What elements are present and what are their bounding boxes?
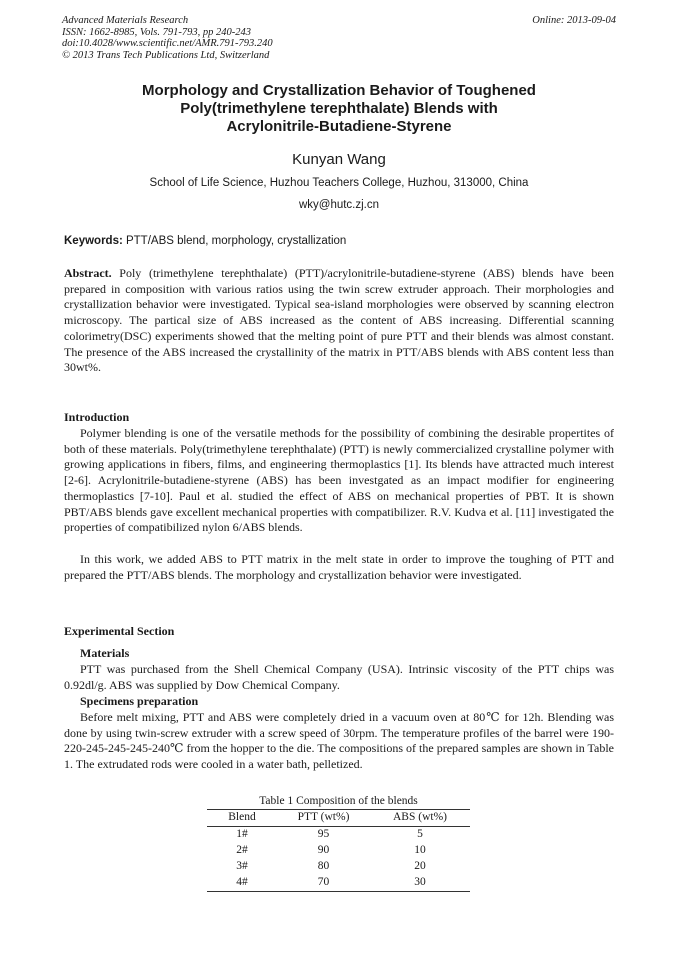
composition-table bbox=[207, 794, 470, 892]
table bbox=[207, 809, 470, 892]
column-header-abs: ABS (wt%) bbox=[370, 810, 470, 827]
table-header-row bbox=[207, 810, 470, 827]
author-name: Kunyan Wang bbox=[292, 151, 386, 168]
column-header-blend: Blend bbox=[207, 810, 277, 827]
table-row bbox=[207, 875, 470, 892]
journal-doi: doi:10.4028/www.scientific.net/AMR.791-793.240 bbox=[62, 38, 273, 49]
abstract bbox=[64, 266, 614, 376]
online-date: Online: 2013-09-04 bbox=[532, 15, 616, 26]
title-line: Acrylonitrile-Butadiene-Styrene bbox=[226, 118, 452, 135]
journal-issn: ISSN: 1662-8985, Vols. 791-793, pp 240-243 bbox=[62, 26, 251, 38]
table-caption: Table 1 Composition of the blends bbox=[259, 795, 418, 807]
materials-heading: Materials bbox=[80, 646, 130, 660]
introduction-heading: Introduction bbox=[64, 410, 130, 424]
table-cell: 30 bbox=[414, 876, 426, 889]
table-row bbox=[207, 843, 470, 859]
abstract-label: Abstract. bbox=[64, 266, 112, 280]
table-cell: 3# bbox=[236, 860, 248, 873]
journal-header bbox=[62, 15, 273, 61]
keywords-label: Keywords: bbox=[64, 235, 123, 247]
author-email: wky@hutc.zj.cn bbox=[298, 199, 380, 211]
table-cell: 2# bbox=[236, 844, 248, 857]
table-cell: 5 bbox=[417, 828, 423, 841]
author-affiliation: School of Life Science, Huzhou Teachers College, Huzhou, 313000, China bbox=[149, 177, 529, 189]
table-cell: 4# bbox=[236, 876, 248, 889]
specimens-heading: Specimens preparation bbox=[80, 694, 199, 708]
column-header-ptt: PTT (wt%) bbox=[277, 810, 370, 827]
title-line: Morphology and Crystallization Behavior of Toughened bbox=[142, 82, 536, 99]
specimens-paragraph: Before melt mixing, PTT and ABS were completely dried in a vacuum oven at 80℃ for 12h. Blending was done by using twin-screw extruder with a screw speed of 30rpm. The temperature profiles of the barrel were 190-220-245-245-245-240℃ from the hopper to the die. The compositions of the prepared samples are shown in Table 1. The extrudated rods were cooled in a water bath, pelletized. bbox=[64, 710, 614, 772]
journal-copyright: © 2013 Trans Tech Publications Ltd, Switzerland bbox=[62, 49, 270, 61]
table-cell: 10 bbox=[414, 844, 426, 857]
table-row bbox=[207, 827, 470, 844]
table-cell: 90 bbox=[317, 844, 330, 857]
table-cell: 80 bbox=[317, 860, 330, 873]
table-cell: 1# bbox=[236, 828, 248, 841]
experimental-heading: Experimental Section bbox=[64, 624, 175, 638]
abstract-text: Poly (trimethylene terephthalate) (PTT)/acrylonitrile-butadiene-styrene (ABS) blends have been prepared in composition with various ratios using the twin screw extruder approach. Their morphologies and crystallization behavior were investigated. Typical sea-island morphologies were observed by scanning electron microscopy. The partical size of ABS increased as the content of ABS increasing. Differential scanning colorimetry(DSC) experiments showed that the melting point of pure PTT and their blends was almost constant. The presence of the ABS increased the crystallinity of the matrix in PTT/ABS blends with ABS content less than 30wt%. bbox=[64, 266, 614, 375]
table-row bbox=[207, 859, 470, 875]
keywords bbox=[64, 234, 614, 249]
journal-name: Advanced Materials Research bbox=[62, 15, 189, 26]
table-cell: 95 bbox=[317, 828, 330, 841]
keywords-text: PTT/ABS blend, morphology, crystallization bbox=[122, 235, 347, 247]
introduction-paragraph-2: In this work, we added ABS to PTT matrix in the melt state in order to improve the toughing of PTT and prepared the PTT/ABS blends. The morphology and crystallization behavior were investigated. bbox=[64, 552, 614, 582]
table-cell: 20 bbox=[414, 860, 426, 873]
title-line: Poly(trimethylene terephthalate) Blends with bbox=[180, 100, 498, 117]
table-cell: 70 bbox=[317, 876, 330, 889]
materials-paragraph: PTT was purchased from the Shell Chemical Company (USA). Intrinsic viscosity of the PTT chips was 0.92dl/g. ABS was supplied by Dow Chemical Company. bbox=[64, 662, 614, 692]
introduction-paragraph-1: Polymer blending is one of the versatile methods for the possibility of combining the desirable propertites of both of these materials. Poly(trimethylene terephthalate) (PTT) is newly commercialized crystalline polymer with growing applications in fibers, films, and engineering thermoplastics [1]. Its blends have attracted much interest [2-6]. Acrylonitrile-butadiene-styrene (ABS) has been investgated as an impact modifier for engineering thermoplastics [7-10]. Paul et al. studied the effect of ABS on mechanical properties of PBT. It is shown PBT/ABS blends gave excellent mechanical properties with compatibilizer. R.V. Kudva et al. [11] investigated the properties of compatibilized nylon 6/ABS blends. bbox=[64, 426, 614, 535]
paper-title bbox=[64, 82, 614, 136]
